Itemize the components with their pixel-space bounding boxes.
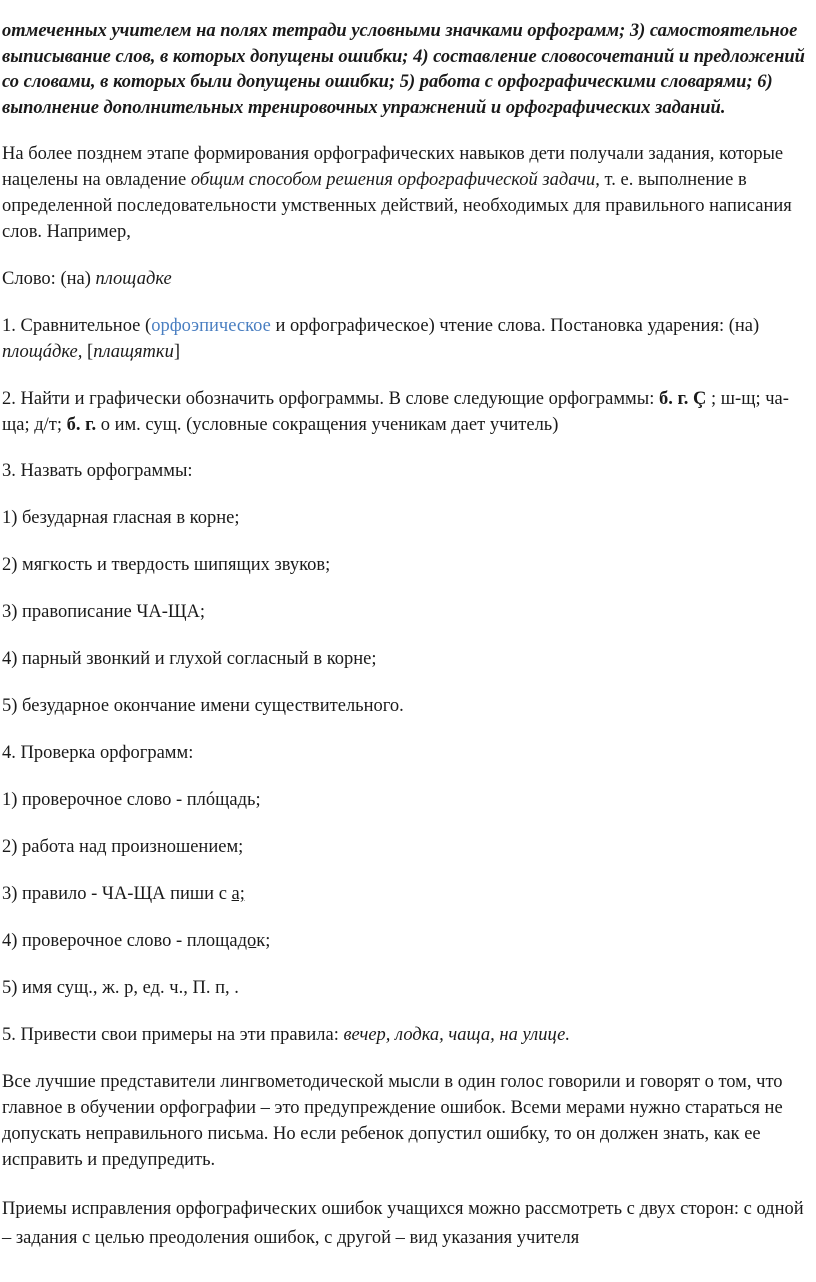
step1-before: 1. Сравнительное ( [2,316,152,336]
check4-before: 4) проверочное слово - площа [2,931,238,951]
step5-examples: вечер, лодка, чаща, на улице. [343,1025,571,1045]
orthogram-name-1: 1) безударная гласная в корне; [2,508,240,528]
orthogram-name-3: 3) правописание ЧА-ЩА; [2,602,206,622]
check4-underlined: до [237,931,257,951]
step2-middle: ; ш-щ; ча-ща; д/т; [2,389,789,435]
para1-text-after: , т. е. выполнение в определенной последовательности умственных действий, необходимых для правильного написания слов. Например, [2,170,792,242]
para1-italic-phrase: общим способом решения орфографической задачи [190,170,596,190]
check-3 [2,881,814,907]
step2-bold-1: б. г. Ç [658,389,707,409]
step2-bold-2: б. г. [66,415,97,435]
word-label: Слово: (на) [2,269,96,289]
check-4 [2,928,814,954]
orthogram-name-5: 5) безударное окончание имени существительного. [2,696,404,716]
step1-stressed-word: площáдке, [2,342,83,362]
step-1 [2,313,814,365]
step1-bracket-open: [ [82,342,94,362]
check4-after: к; [256,931,271,951]
step5-before: 5. Привести свои примеры на эти правила: [2,1025,344,1045]
check3-underlined: а; [231,884,245,904]
step2-before: 2. Найти и графически обозначить орфограммы. В слове следующие орфограммы: [2,389,659,409]
step2-after: о им. сущ. (условные сокращения ученикам дает учитель) [96,415,559,435]
word-line [2,266,814,292]
step-3: 3. Назвать орфограммы: [2,461,193,481]
check-1: 1) проверочное слово - плóщадь; [2,790,261,810]
step-5 [2,1022,814,1048]
step-4: 4. Проверка орфограмм: [2,743,194,763]
step-2 [2,386,814,438]
orthoepic-link[interactable]: орфоэпическое [151,316,271,336]
orthogram-name-2: 2) мягкость и твердость шипящих звуков; [2,555,331,575]
step1-middle: и орфографическое) чтение слова. Постановка ударения: (на) [270,316,760,336]
para1-text-before: На более позднем этапе формирования орфографических навыков дети получали задания, которые нацелены на овладение [2,144,784,190]
intro-paragraph: отмеченных учителем на полях тетради условными значками орфограмм; 3) самостоятельное выписывание слов, в которых допущены ошибки; 4) составление словосочетаний и предложений со словами, в которых были допущены ошибки; 5) работа с орфографическими словарями; 6) выполнение дополнительных тренировочных упражнений и орфографических заданий. [2,21,805,118]
paragraph-correction-methods: Приемы исправления орфографических ошибок учащихся можно рассмотреть с двух сторон: с одной – задания с целью преодоления ошибок, с другой – вид указания учителя [2,1199,804,1248]
check3-before: 3) правило - ЧА-ЩА пиши с [2,884,232,904]
orthogram-name-4: 4) парный звонкий и глухой согласный в корне; [2,649,377,669]
paragraph-prevention: Все лучшие представители лингвометодической мысли в один голос говорили и говорят о том, что главное в обучении орфографии – это предупреждение ошибок. Всеми мерами нужно стараться не допускать неправильного письма. Но если ребенок допустил ошибку, то он должен знать, как ее исправить и предупредить. [2,1072,783,1170]
paragraph-later-stage [2,141,814,245]
step1-transcription: плащятки [93,342,174,362]
step1-bracket-close: ] [173,342,180,362]
word-value: площадке [95,269,172,289]
check-5: 5) имя сущ., ж. р, ед. ч., П. п, . [2,978,239,998]
check-2: 2) работа над произношением; [2,837,244,857]
